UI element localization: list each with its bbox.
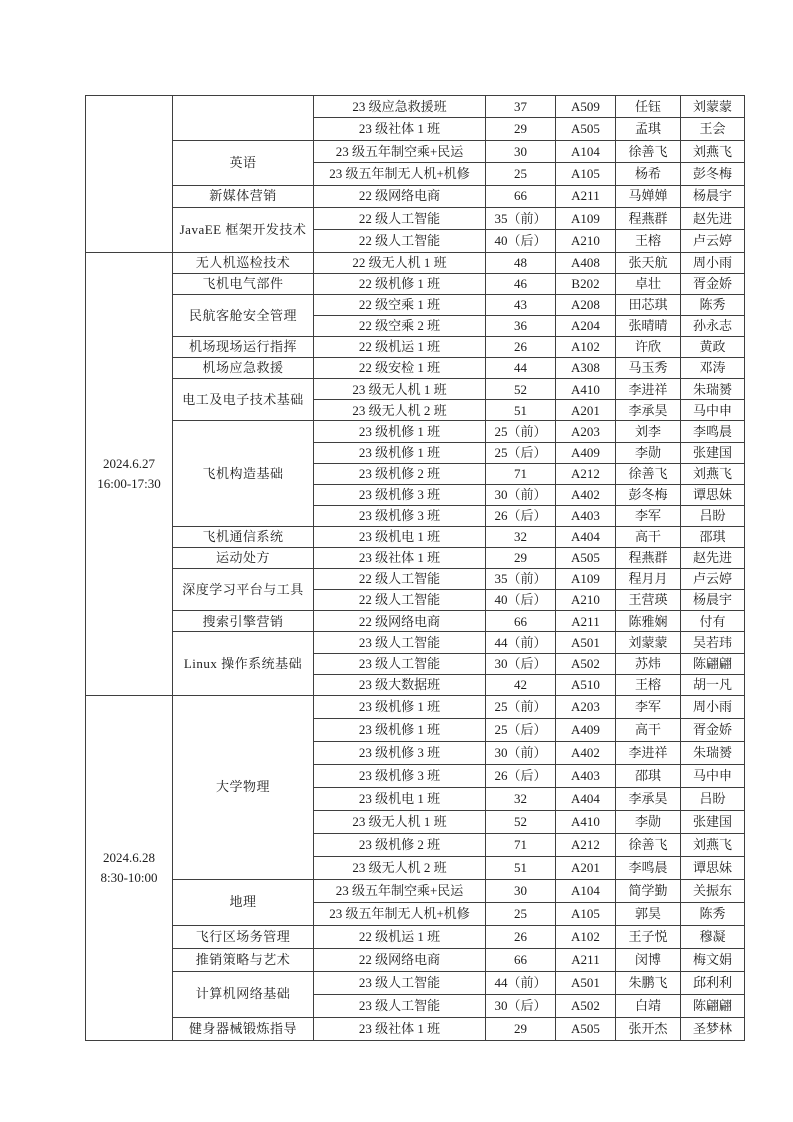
count-cell: 30（前） [486, 484, 556, 505]
proctor1-cell: 李进祥 [616, 741, 681, 764]
proctor2-cell: 邓涛 [681, 358, 745, 379]
proctor1-cell: 闵博 [616, 948, 681, 971]
subject-cell: 飞机电气部件 [173, 273, 314, 294]
proctor1-cell: 王子悦 [616, 925, 681, 948]
count-cell: 37 [486, 96, 556, 118]
room-cell: A212 [556, 833, 616, 856]
room-cell: A204 [556, 316, 616, 337]
proctor2-cell: 杨晨宇 [681, 590, 745, 611]
class-cell: 23 级人工智能 [314, 632, 486, 653]
proctor1-cell: 任钰 [616, 96, 681, 118]
class-cell: 22 级人工智能 [314, 569, 486, 590]
subject-cell: JavaEE 框架开发技术 [173, 207, 314, 252]
room-cell: A404 [556, 787, 616, 810]
class-cell: 22 级机运 1 班 [314, 925, 486, 948]
count-cell: 40（后） [486, 230, 556, 252]
count-cell: 52 [486, 810, 556, 833]
room-cell: A410 [556, 379, 616, 400]
proctor2-cell: 陈秀 [681, 294, 745, 315]
proctor2-cell: 陈翩翩 [681, 994, 745, 1017]
count-cell: 26 [486, 925, 556, 948]
count-cell: 25（后） [486, 718, 556, 741]
room-cell: A505 [556, 548, 616, 569]
proctor2-cell: 朱瑞赟 [681, 379, 745, 400]
proctor1-cell: 程月月 [616, 569, 681, 590]
proctor2-cell: 关振东 [681, 879, 745, 902]
proctor1-cell: 高干 [616, 718, 681, 741]
proctor1-cell: 陈雅娴 [616, 611, 681, 632]
proctor1-cell: 刘蒙蒙 [616, 632, 681, 653]
date-line: 2024.6.28 [103, 849, 155, 865]
proctor2-cell: 马中申 [681, 764, 745, 787]
count-cell: 35（前） [486, 207, 556, 229]
count-cell: 25 [486, 163, 556, 185]
count-cell: 30（后） [486, 994, 556, 1017]
proctor2-cell: 刘燕飞 [681, 140, 745, 162]
proctor2-cell: 吕盼 [681, 505, 745, 526]
proctor2-cell: 卢云婷 [681, 569, 745, 590]
proctor2-cell: 杨晨宇 [681, 185, 745, 207]
class-cell: 23 级机修 1 班 [314, 718, 486, 741]
proctor2-cell: 付有 [681, 611, 745, 632]
room-cell: A210 [556, 230, 616, 252]
class-cell: 22 级机运 1 班 [314, 337, 486, 358]
subject-cell: 地理 [173, 879, 314, 925]
subject-cell: 无人机巡检技术 [173, 252, 314, 273]
count-cell: 30（后） [486, 653, 556, 674]
proctor1-cell: 卓壮 [616, 273, 681, 294]
table-row [86, 273, 745, 294]
proctor1-cell: 张天航 [616, 252, 681, 273]
table-row [86, 252, 745, 273]
room-cell: A509 [556, 96, 616, 118]
date-line: 16:00-17:30 [97, 475, 161, 491]
proctor1-cell: 苏炜 [616, 653, 681, 674]
table-row [86, 948, 745, 971]
proctor1-cell: 李进祥 [616, 379, 681, 400]
class-cell: 23 级五年制无人机+机修 [314, 902, 486, 925]
class-cell: 22 级安检 1 班 [314, 358, 486, 379]
room-cell: A201 [556, 400, 616, 421]
room-cell: A105 [556, 163, 616, 185]
proctor2-cell: 周小雨 [681, 695, 745, 718]
room-cell: A410 [556, 810, 616, 833]
room-cell: A211 [556, 185, 616, 207]
proctor2-cell: 刘燕飞 [681, 833, 745, 856]
room-cell: A102 [556, 925, 616, 948]
class-cell: 23 级社体 1 班 [314, 1017, 486, 1040]
subject-cell: 机场应急救援 [173, 358, 314, 379]
count-cell: 66 [486, 185, 556, 207]
proctor1-cell: 李鸣晨 [616, 856, 681, 879]
date-line: 2024.6.27 [103, 455, 155, 471]
room-cell: A402 [556, 484, 616, 505]
proctor1-cell: 马婵婵 [616, 185, 681, 207]
room-cell: A212 [556, 463, 616, 484]
count-cell: 51 [486, 400, 556, 421]
subject-cell: 英语 [173, 140, 314, 185]
subject-cell: 飞机通信系统 [173, 526, 314, 547]
room-cell: A510 [556, 674, 616, 695]
room-cell: A308 [556, 358, 616, 379]
proctor1-cell: 李勋 [616, 810, 681, 833]
proctor2-cell: 邱利利 [681, 971, 745, 994]
proctor2-cell: 圣梦林 [681, 1017, 745, 1040]
proctor1-cell: 孟琪 [616, 118, 681, 140]
room-cell: A409 [556, 718, 616, 741]
count-cell: 25 [486, 902, 556, 925]
subject-cell: 搜索引擎营销 [173, 611, 314, 632]
room-cell: A502 [556, 653, 616, 674]
count-cell: 32 [486, 787, 556, 810]
proctor2-cell: 卢云婷 [681, 230, 745, 252]
room-cell: A409 [556, 442, 616, 463]
date-cell [86, 96, 173, 253]
proctor2-cell: 陈翩翩 [681, 653, 745, 674]
class-cell: 23 级社体 1 班 [314, 548, 486, 569]
class-cell: 23 级机修 1 班 [314, 695, 486, 718]
class-cell: 23 级机修 3 班 [314, 484, 486, 505]
table-row [86, 337, 745, 358]
room-cell: A210 [556, 590, 616, 611]
table-row [86, 96, 745, 118]
proctor2-cell: 周小雨 [681, 252, 745, 273]
proctor1-cell: 李承昊 [616, 400, 681, 421]
count-cell: 71 [486, 463, 556, 484]
table-row [86, 611, 745, 632]
room-cell: B202 [556, 273, 616, 294]
count-cell: 44（前） [486, 632, 556, 653]
proctor1-cell: 马玉秀 [616, 358, 681, 379]
proctor2-cell: 刘燕飞 [681, 463, 745, 484]
count-cell: 30 [486, 140, 556, 162]
proctor1-cell: 李军 [616, 695, 681, 718]
class-cell: 23 级无人机 1 班 [314, 810, 486, 833]
room-cell: A505 [556, 118, 616, 140]
class-cell: 23 级无人机 1 班 [314, 379, 486, 400]
table-row [86, 140, 745, 162]
room-cell: A201 [556, 856, 616, 879]
count-cell: 71 [486, 833, 556, 856]
room-cell: A403 [556, 505, 616, 526]
proctor2-cell: 谭思妹 [681, 484, 745, 505]
subject-cell: 计算机网络基础 [173, 971, 314, 1017]
proctor1-cell: 李承昊 [616, 787, 681, 810]
proctor2-cell: 王会 [681, 118, 745, 140]
proctor1-cell: 王榕 [616, 674, 681, 695]
proctor1-cell: 徐善飞 [616, 140, 681, 162]
count-cell: 66 [486, 948, 556, 971]
room-cell: A501 [556, 632, 616, 653]
proctor2-cell: 彭冬梅 [681, 163, 745, 185]
count-cell: 52 [486, 379, 556, 400]
count-cell: 29 [486, 118, 556, 140]
class-cell: 22 级机修 1 班 [314, 273, 486, 294]
proctor2-cell: 李鸣晨 [681, 421, 745, 442]
count-cell: 32 [486, 526, 556, 547]
proctor2-cell: 陈秀 [681, 902, 745, 925]
proctor1-cell: 高干 [616, 526, 681, 547]
count-cell: 66 [486, 611, 556, 632]
proctor2-cell: 穆凝 [681, 925, 745, 948]
proctor1-cell: 程燕群 [616, 548, 681, 569]
class-cell: 22 级网络电商 [314, 185, 486, 207]
class-cell: 23 级机电 1 班 [314, 526, 486, 547]
count-cell: 25（前） [486, 421, 556, 442]
proctor2-cell: 谭思妹 [681, 856, 745, 879]
table-row [86, 185, 745, 207]
count-cell: 29 [486, 548, 556, 569]
proctor2-cell: 张建国 [681, 810, 745, 833]
subject-cell: 电工及电子技术基础 [173, 379, 314, 421]
table-row [86, 1017, 745, 1040]
class-cell: 23 级五年制无人机+机修 [314, 163, 486, 185]
count-cell: 35（前） [486, 569, 556, 590]
proctor2-cell: 马中申 [681, 400, 745, 421]
subject-cell: 大学物理 [173, 695, 314, 879]
class-cell: 23 级机修 2 班 [314, 833, 486, 856]
class-cell: 23 级人工智能 [314, 971, 486, 994]
proctor1-cell: 白靖 [616, 994, 681, 1017]
room-cell: A502 [556, 994, 616, 1017]
proctor1-cell: 李军 [616, 505, 681, 526]
room-cell: A104 [556, 879, 616, 902]
class-cell: 23 级应急救援班 [314, 96, 486, 118]
class-cell: 22 级网络电商 [314, 948, 486, 971]
room-cell: A505 [556, 1017, 616, 1040]
class-cell: 23 级机修 3 班 [314, 505, 486, 526]
class-cell: 22 级空乘 1 班 [314, 294, 486, 315]
proctor2-cell: 赵先进 [681, 548, 745, 569]
count-cell: 44（前） [486, 971, 556, 994]
proctor2-cell: 吴若玮 [681, 632, 745, 653]
table-row [86, 879, 745, 902]
class-cell: 22 级无人机 1 班 [314, 252, 486, 273]
room-cell: A109 [556, 569, 616, 590]
count-cell: 43 [486, 294, 556, 315]
table-row [86, 569, 745, 590]
exam-schedule-table [85, 95, 745, 1041]
subject-cell: 飞机构造基础 [173, 421, 314, 526]
class-cell: 23 级无人机 2 班 [314, 856, 486, 879]
class-cell: 22 级人工智能 [314, 230, 486, 252]
proctor1-cell: 许欣 [616, 337, 681, 358]
count-cell: 30（前） [486, 741, 556, 764]
count-cell: 29 [486, 1017, 556, 1040]
proctor2-cell: 孙永志 [681, 316, 745, 337]
proctor1-cell: 张开杰 [616, 1017, 681, 1040]
count-cell: 26 [486, 337, 556, 358]
date-cell [86, 695, 173, 1040]
proctor2-cell: 吕盼 [681, 787, 745, 810]
class-cell: 23 级机修 1 班 [314, 442, 486, 463]
count-cell: 42 [486, 674, 556, 695]
subject-cell: 机场现场运行指挥 [173, 337, 314, 358]
count-cell: 40（后） [486, 590, 556, 611]
proctor2-cell: 刘蒙蒙 [681, 96, 745, 118]
room-cell: A104 [556, 140, 616, 162]
proctor2-cell: 梅文娟 [681, 948, 745, 971]
class-cell: 23 级无人机 2 班 [314, 400, 486, 421]
proctor1-cell: 刘李 [616, 421, 681, 442]
table-row [86, 379, 745, 400]
count-cell: 26（后） [486, 505, 556, 526]
class-cell: 22 级网络电商 [314, 611, 486, 632]
count-cell: 25（前） [486, 695, 556, 718]
proctor2-cell: 朱瑞赟 [681, 741, 745, 764]
document-sheet [85, 95, 745, 1041]
proctor1-cell: 张晴晴 [616, 316, 681, 337]
count-cell: 36 [486, 316, 556, 337]
proctor1-cell: 李勋 [616, 442, 681, 463]
class-cell: 23 级机修 3 班 [314, 741, 486, 764]
proctor2-cell: 赵先进 [681, 207, 745, 229]
class-cell: 23 级大数据班 [314, 674, 486, 695]
room-cell: A403 [556, 764, 616, 787]
table-row [86, 358, 745, 379]
class-cell: 23 级社体 1 班 [314, 118, 486, 140]
room-cell: A208 [556, 294, 616, 315]
proctor1-cell: 徐善飞 [616, 463, 681, 484]
count-cell: 44 [486, 358, 556, 379]
table-row [86, 548, 745, 569]
count-cell: 25（后） [486, 442, 556, 463]
class-cell: 23 级人工智能 [314, 653, 486, 674]
room-cell: A408 [556, 252, 616, 273]
room-cell: A501 [556, 971, 616, 994]
proctor1-cell: 徐善飞 [616, 833, 681, 856]
table-row [86, 971, 745, 994]
class-cell: 23 级机修 2 班 [314, 463, 486, 484]
table-row [86, 632, 745, 653]
subject-cell: 深度学习平台与工具 [173, 569, 314, 611]
proctor1-cell: 彭冬梅 [616, 484, 681, 505]
table-row [86, 925, 745, 948]
room-cell: A203 [556, 695, 616, 718]
class-cell: 23 级机修 3 班 [314, 764, 486, 787]
table-body [86, 96, 745, 1041]
room-cell: A211 [556, 611, 616, 632]
room-cell: A105 [556, 902, 616, 925]
table-row [86, 421, 745, 442]
count-cell: 51 [486, 856, 556, 879]
table-row [86, 207, 745, 229]
proctor1-cell: 杨希 [616, 163, 681, 185]
subject-cell: Linux 操作系统基础 [173, 632, 314, 695]
room-cell: A211 [556, 948, 616, 971]
subject-cell: 民航客舱安全管理 [173, 294, 314, 336]
proctor2-cell: 邵琪 [681, 526, 745, 547]
proctor2-cell: 张建国 [681, 442, 745, 463]
room-cell: A402 [556, 741, 616, 764]
subject-cell: 推销策略与艺术 [173, 948, 314, 971]
subject-cell: 运动处方 [173, 548, 314, 569]
room-cell: A203 [556, 421, 616, 442]
class-cell: 22 级人工智能 [314, 590, 486, 611]
date-line: 8:30-10:00 [100, 869, 158, 885]
class-cell: 23 级机电 1 班 [314, 787, 486, 810]
count-cell: 48 [486, 252, 556, 273]
table-row [86, 695, 745, 718]
subject-cell: 健身器械锻炼指导 [173, 1017, 314, 1040]
proctor1-cell: 田芯琪 [616, 294, 681, 315]
proctor1-cell: 程燕群 [616, 207, 681, 229]
class-cell: 22 级空乘 2 班 [314, 316, 486, 337]
proctor1-cell: 简学勤 [616, 879, 681, 902]
table-row [86, 294, 745, 315]
proctor1-cell: 郭昊 [616, 902, 681, 925]
proctor1-cell: 邵琪 [616, 764, 681, 787]
count-cell: 46 [486, 273, 556, 294]
class-cell: 23 级机修 1 班 [314, 421, 486, 442]
count-cell: 30 [486, 879, 556, 902]
subject-cell [173, 96, 314, 141]
proctor2-cell: 胥金娇 [681, 718, 745, 741]
subject-cell: 飞行区场务管理 [173, 925, 314, 948]
class-cell: 23 级人工智能 [314, 994, 486, 1017]
subject-cell: 新媒体营销 [173, 185, 314, 207]
count-cell: 26（后） [486, 764, 556, 787]
class-cell: 22 级人工智能 [314, 207, 486, 229]
proctor1-cell: 朱鹏飞 [616, 971, 681, 994]
room-cell: A109 [556, 207, 616, 229]
proctor1-cell: 王榕 [616, 230, 681, 252]
room-cell: A102 [556, 337, 616, 358]
proctor2-cell: 胥金娇 [681, 273, 745, 294]
proctor1-cell: 王营瑛 [616, 590, 681, 611]
proctor2-cell: 胡一凡 [681, 674, 745, 695]
room-cell: A404 [556, 526, 616, 547]
proctor2-cell: 黄政 [681, 337, 745, 358]
class-cell: 23 级五年制空乘+民运 [314, 879, 486, 902]
date-cell [86, 252, 173, 695]
class-cell: 23 级五年制空乘+民运 [314, 140, 486, 162]
table-row [86, 526, 745, 547]
